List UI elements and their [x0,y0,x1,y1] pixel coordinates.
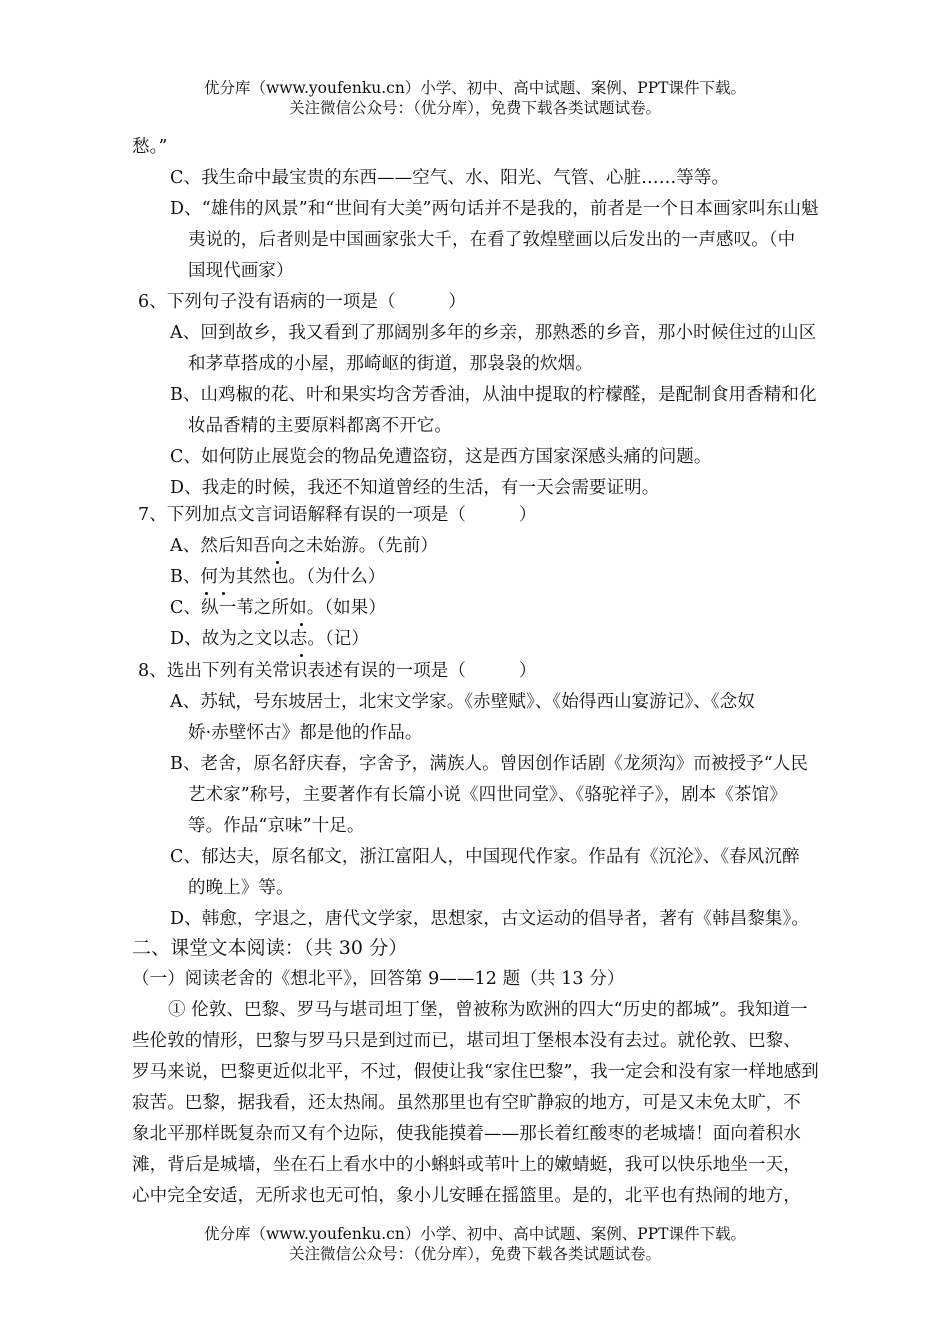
passage-line: 些伦敦的情形，巴黎与罗马只是到过而已，堪司坦丁堡根本没有去过。就伦敦、巴黎、 [132,1031,801,1051]
section-heading: 二、课堂文本阅读：（共 30 分） [132,937,408,959]
q5-continuation: 愁。” [132,137,168,157]
footer-line-2: 关注微信公众号：（优分库），免费下载各类试题试卷。 [288,1245,661,1263]
q8-option-c-line2: 的晚上》等。 [188,878,294,898]
q6-option-c: C、如何防止展览会的物品免遭盗窃，这是西方国家深感头痛的问题。 [170,447,712,467]
q6-option-a-line1: A、回到故乡，我又看到了那阔别多年的乡亲，那熟悉的乡音，那小时候住过的山区 [170,323,817,343]
passage-line: 象北平那样既复杂而又有个边际，使我能摸着——那长着红酸枣的老城墙！面向着积水 [132,1124,801,1144]
q7-option-a: A、然后知吾向之未始游。（先前） [170,536,438,556]
q6-stem: 6、下列句子没有语病的一项是（ ） [138,292,467,312]
passage-line: 罗马来说，巴黎更近似北平，不过，假使让我“家住巴黎”，我一定会和没有家一样地感到 [132,1062,819,1082]
q8-option-b-line1: B、老舍，原名舒庆春，字舍予，满族人。曾因创作话剧《龙须沟》而被授予“人民 [170,754,809,774]
q8-option-b-line2: 艺术家”称号，主要著作有长篇小说《四世同堂》、《骆驼祥子》，剧本《茶馆》 [188,785,787,805]
q6-option-d: D、我走的时候，我还不知道曾经的生活，有一天会需要证明。 [170,478,660,498]
passage-line: 寂苦。巴黎，据我看，还太热闹。虽然那里也有空旷静寂的地方，可是又未免太旷，不 [132,1093,801,1113]
q8-option-b-line3: 等。作品“京味”十足。 [188,816,365,836]
q5-option-d-line1: D、“雄伟的风景”和“世间有大美”两句话并不是我的，前者是一个日本画家叫东山魁 [170,199,819,219]
q6-option-b-line1: B、山鸡椒的花、叶和果实均含芳香油，从油中提取的柠檬醛，是配制食用香精和化 [170,385,817,405]
q7-option-d: D、故为之文以志。（记） [170,629,369,649]
q8-option-a-line2: 娇·赤壁怀古》都是他的作品。 [188,723,423,743]
passage-line: 滩，背后是城墙，坐在石上看水中的小蝌蚪或苇叶上的嫩蜻蜓，我可以快乐地坐一天， [132,1155,801,1175]
header-line-2: 关注微信公众号：（优分库），免费下载各类试题试卷。 [288,99,661,117]
page-footer [0,1224,950,1264]
q8-option-c-line1: C、郁达夫，原名郁文，浙江富阳人，中国现代作家。作品有《沉沦》、《春风沉醉 [170,847,800,867]
passage-line: ① 伦敦、巴黎、罗马与堪司坦丁堡，曾被称为欧洲的四大“历史的都城”。我知道一 [168,1000,808,1020]
q5-option-d-line2: 夷说的，后者则是中国画家张大千，在看了敦煌壁画以后发出的一声感叹。（中 [188,230,796,250]
q5-option-c: C、我生命中最宝贵的东西——空气、水、阳光、气管、心脏……等等。 [170,168,730,188]
q8-option-a-line1: A、苏轼，号东坡居士，北宋文学家。《赤壁赋》、《始得西山宴游记》、《念奴 [170,692,755,712]
q6-option-b-line2: 妆品香精的主要原料都离不开它。 [188,416,452,436]
q5-option-d-line3: 国现代画家） [188,261,294,281]
page-header [0,78,950,118]
emphasis-dot [205,587,207,589]
q6-option-a-line2: 和茅草搭成的小屋，那崎岖的街道，那袅袅的炊烟。 [188,354,593,374]
q7-stem: 7、下列加点文言词语解释有误的一项是（ ） [138,505,537,525]
emphasis-dot [300,618,302,620]
section-subheading: （一）阅读老舍的《想北平》，回答第 9——12 题（共 13 分） [132,969,625,989]
emphasis-dot [222,587,224,589]
emphasis-dot [300,649,302,651]
q7-option-c: C、纵一苇之所如。（如果） [170,598,386,618]
q8-stem: 8、选出下列有关常识表述有误的一项是（ ） [138,661,537,681]
footer-line-1: 优分库（www.youfenku.cn）小学、初中、高中试题、案例、PPT课件下载。 [203,1225,747,1243]
q7-option-b: B、何为其然也。（为什么） [170,567,386,587]
emphasis-dot [276,556,278,558]
q8-option-d: D、韩愈，字退之，唐代文学家，思想家，古文运动的倡导者，著有《韩昌黎集》。 [170,909,809,929]
passage-line: 心中完全安适，无所求也无可怕，象小儿安睡在摇篮里。是的，北平也有热闹的地方， [132,1186,801,1206]
header-line-1: 优分库（www.youfenku.cn）小学、初中、高中试题、案例、PPT课件下载。 [203,79,747,97]
